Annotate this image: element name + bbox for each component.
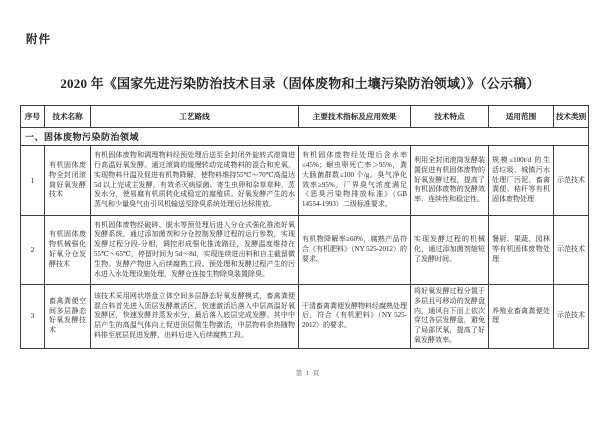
cell-category: 示范技术: [554, 285, 589, 349]
cell-scope: 规模≤100t/d 的生活垃圾、城镇污水处理厂污泥、畜禽粪便、秸秆等有机固体废物处理: [489, 146, 554, 216]
cell-tech-name: 畜禽粪便空间多层静态好氧发酵技术: [45, 285, 91, 349]
header-scope: 适用范围: [489, 106, 554, 128]
table-row: [21, 146, 589, 216]
table-row: [21, 285, 589, 349]
cell-indicators: 有机物降解率≥60%，腐熟产品符合《有机肥料》（NY 525-2012）的要求。: [299, 216, 411, 285]
cell-tech-name: 有机固体废物机械强化好氧分仓发酵技术: [45, 216, 91, 285]
cell-process-route: 有机固体废物经破碎、脱水等预处理后进入分仓式强化推流好氧发酵系统，通过添加菌剂和分仓控制发酵过程的运行参数，实现发酵过程分段-分相，调控形成强化推流路径，发酵温度维持在 55℃～65℃，停留时间为 5d～8d，实现连续进出料和自主截留微生物。发酵产物进入后续腐熟工段。预处理和发酵过程产生的污水进入水处理设施处理，发酵仓连接生物除臭装置除臭。: [91, 216, 299, 285]
header-process-route: 工艺路线: [91, 106, 299, 128]
page-title: 2020 年《国家先进污染防治技术目录（固体废物和土壤污染防治领域）》（公示稿）: [60, 76, 540, 91]
cell-category: 示范技术: [554, 146, 589, 216]
section-title: 一、固体废物污染防治领域: [21, 128, 589, 146]
cell-serial-no: 3: [21, 285, 45, 349]
cell-serial-no: 2: [21, 216, 45, 285]
cell-features: 利用全封闭滚筒发酵装置促进有机固体废物的好氧发酵过程，提高了有机固体废物的发酵效率、连续性和稳定性。: [411, 146, 489, 216]
cell-serial-no: 1: [21, 146, 45, 216]
header-tech-name: 技术名称: [45, 106, 91, 128]
section-row-solid-waste: [21, 128, 589, 146]
cell-process-route: 该技术采用网状塔盘立体空间多层静态好氧发酵模式，畜禽粪便混合料首先进入顶层发酵激活区，快速激活后落入中层高温好氧发酵区，快速发酵并蒸发水分，最后落入底层完成发酵。其中中层产生的高温气体向上促进顶层微生物激活，中层物料余热随物料排至底层促进发酵，出料后进入后续腐熟工段。: [91, 285, 299, 349]
cell-tech-name: 有机固体废物全封闭滚筒好氧发酵技术: [45, 146, 91, 216]
cell-category: 示范技术: [554, 216, 589, 285]
cell-scope: 养殖业畜禽粪便处理: [489, 285, 554, 349]
cell-scope: 餐厨、果蔬、园林等有机固体废物处理: [489, 216, 554, 285]
page-number: 第 1 页: [295, 370, 321, 377]
cell-indicators: 干清畜禽粪便发酵物料经腐熟处理后，符合《有机肥料》（NY 525-2012）的要求。: [299, 285, 411, 349]
technology-catalog-table: [20, 105, 589, 349]
table-header-row: [21, 106, 589, 128]
cell-features: 实现发酵过程的机械化，通过添加菌剂缩短了发酵时间。: [411, 216, 489, 285]
header-features: 技术特点: [411, 106, 489, 128]
cell-process-route: 有机固体废物和调理物料经预处理后送至全封闭外旋转式滚筒进行高温好氧发酵。通过滚筒的缓慢转动完成物料的混合和充氧，实现物料升温及促进有机物降解，使物料维持55℃～70℃高温达 5d 以上完成主发酵，有效杀灭病原菌、寄生虫卵和杂草草种，蒸发水分，使易腐有机质转化成稳定的腐殖质。好氧发酵产生的水蒸气和少量臭气由引风机输送至除臭系统处理后达标排放。: [91, 146, 299, 216]
table-row: [21, 216, 589, 285]
cell-features: 将好氧发酵过程分置于多层且可移动的发酵盘内，通风自下而上依次穿过各层发酵盘，避免了局部厌氧，提高了好氧发酵效率。: [411, 285, 489, 349]
attachment-label: 附件: [26, 34, 51, 46]
cell-indicators: 有机固体废物经处理后含水率≤45%；蛔虫卵死亡率＞95%，粪大肠菌群数≤100 个/g。臭气净化效率≥95%，厂界臭气浓度满足《恶臭污染物排放标准》（GB 14554-1993）二级标准要求。: [299, 146, 411, 216]
header-serial-no: 序号: [21, 106, 45, 128]
header-indicators: 主要技术指标及应用效果: [299, 106, 411, 128]
header-category: 技术类别: [554, 106, 589, 128]
